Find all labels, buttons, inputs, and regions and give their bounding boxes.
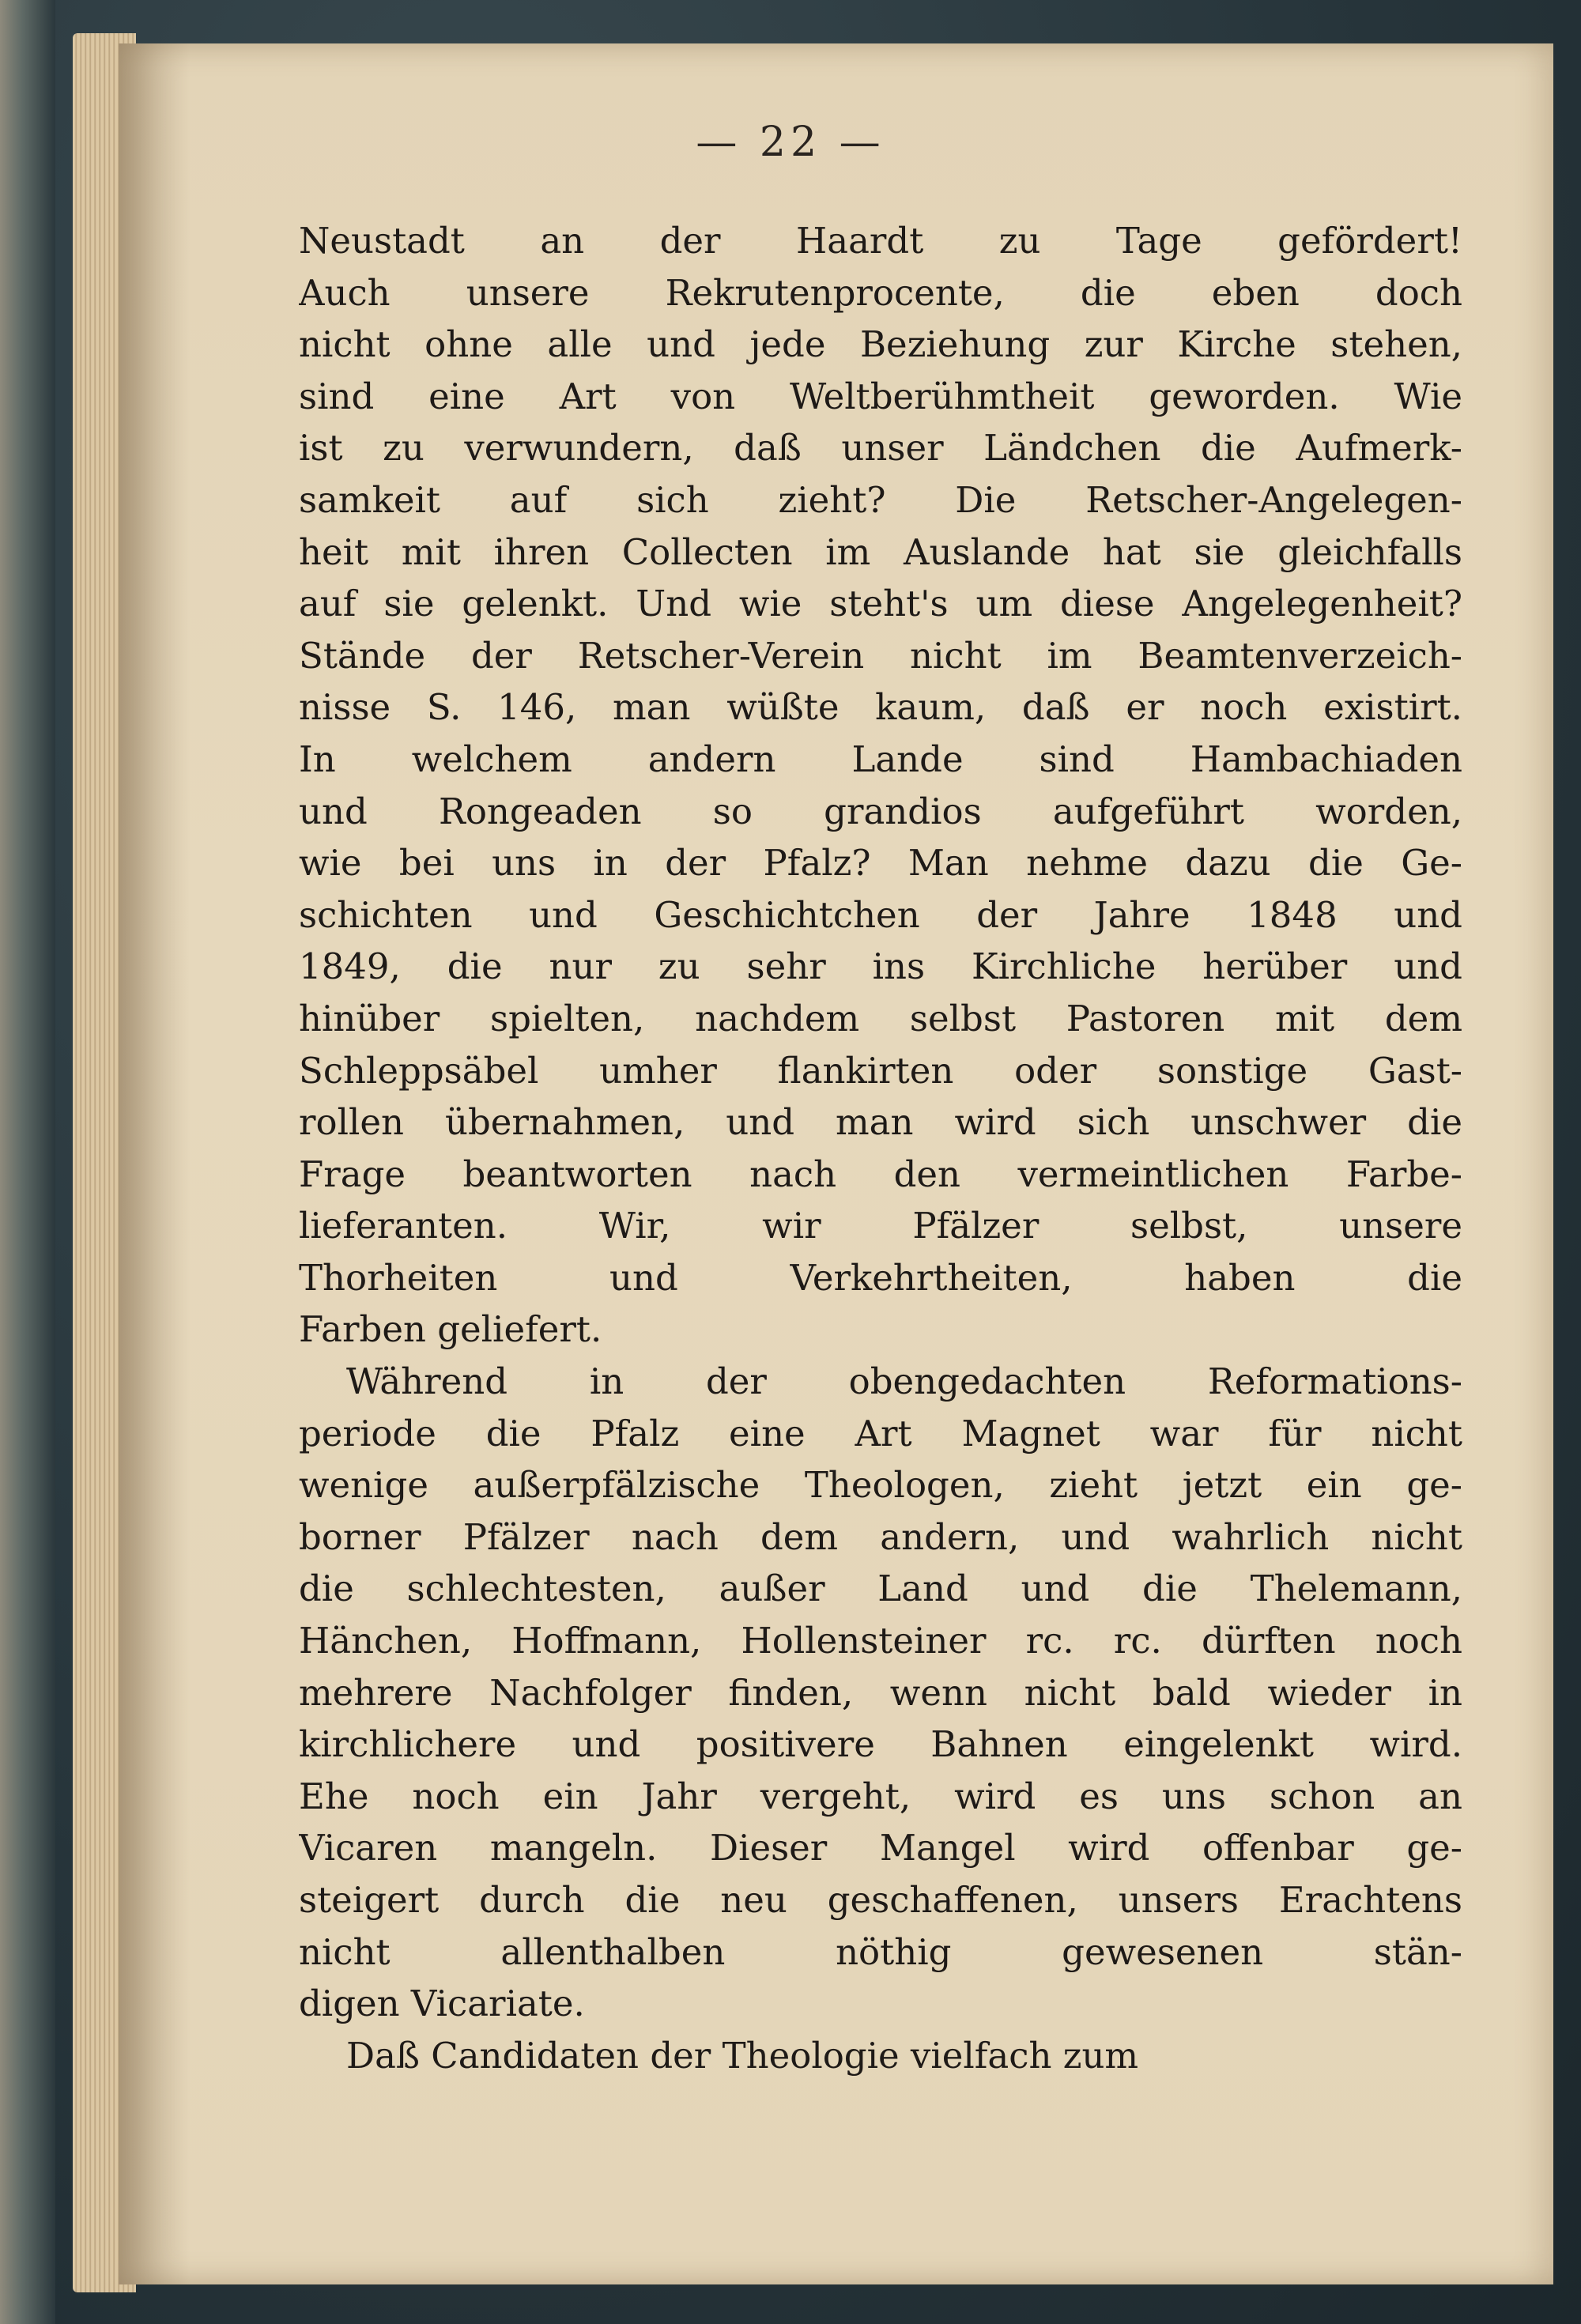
text-line: Thorheiten und Verkehrtheiten, haben die xyxy=(299,1256,1462,1299)
text-line: hinüber spielten, nachdem selbst Pastoren mit dem xyxy=(299,997,1462,1039)
text-line: und Rongeaden so grandios aufgeführt worden, xyxy=(299,790,1462,832)
text-line: Neustadt an der Haardt zu Tage gefördert! xyxy=(299,220,1462,262)
text-line: ist zu verwundern, daß unser Ländchen die Aufmerk- xyxy=(299,427,1462,470)
text-line: die schlechtesten, außer Land und die Thelemann, xyxy=(299,1568,1462,1610)
text-line: borner Pfälzer nach dem andern, und wahrlich nicht xyxy=(299,1515,1462,1558)
text-line: Auch unsere Rekrutenprocente, die eben doch xyxy=(299,271,1462,314)
page-number: — 22 — xyxy=(696,119,885,166)
text-line: In welchem andern Lande sind Hambachiaden xyxy=(299,738,1462,780)
text-line: nicht allenthalben nöthig gewesenen stän- xyxy=(299,1930,1462,1973)
text-line: Hänchen, Hoffmann, Hollensteiner rc. rc. dürften noch xyxy=(299,1620,1462,1662)
body-text xyxy=(299,215,1462,2081)
text-line: Schleppsäbel umher flankirten oder sonstige Gast- xyxy=(299,1049,1462,1092)
text-line: Ehe noch ein Jahr vergeht, wird es uns schon an xyxy=(299,1775,1462,1817)
text-line: wenige außerpfälzische Theologen, zieht jetzt ein ge- xyxy=(299,1464,1462,1507)
text-line: Frage beantworten nach den vermeintlichen Farbe- xyxy=(299,1153,1462,1195)
text-line: samkeit auf sich zieht? Die Retscher-Angelegen- xyxy=(299,478,1462,521)
text-line: digen Vicariate. xyxy=(299,1983,585,2025)
text-line: wie bei uns in der Pfalz? Man nehme dazu die Ge- xyxy=(299,842,1462,885)
text-line: sind eine Art von Weltberühmtheit geworden. Wie xyxy=(299,375,1462,417)
text-line: Farben geliefert. xyxy=(299,1308,602,1351)
text-line: Stände der Retscher-Verein nicht im Beamtenverzeich- xyxy=(299,634,1462,677)
text-line: Vicaren mangeln. Dieser Mangel wird offenbar ge- xyxy=(299,1827,1462,1869)
text-line: heit mit ihren Collecten im Auslande hat sie gleichfalls xyxy=(299,530,1462,573)
text-line: lieferanten. Wir, wir Pfälzer selbst, unsere xyxy=(299,1205,1462,1247)
text-line: rollen übernahmen, und man wird sich unschwer die xyxy=(299,1101,1462,1144)
text-line: Während in der obengedachten Reformations- xyxy=(346,1360,1462,1403)
text-line: kirchlichere und positivere Bahnen eingelenkt wird. xyxy=(299,1723,1462,1766)
spine-shadow xyxy=(119,43,190,2284)
text-line: steigert durch die neu geschaffenen, unsers Erachtens xyxy=(299,1879,1462,1921)
text-line: nisse S. 146, man wüßte kaum, daß er noch existirt. xyxy=(299,686,1462,729)
text-line: Daß Candidaten der Theologie vielfach zum xyxy=(346,2034,1139,2077)
text-line: auf sie gelenkt. Und wie steht's um diese Angelegenheit? xyxy=(299,583,1462,625)
text-line: periode die Pfalz eine Art Magnet war für nicht xyxy=(299,1412,1462,1454)
text-line: schichten und Geschichtchen der Jahre 1848 und xyxy=(299,893,1462,936)
text-line: nicht ohne alle und jede Beziehung zur Kirche stehen, xyxy=(299,323,1462,366)
text-line: 1849, die nur zu sehr ins Kirchliche herüber und xyxy=(299,945,1462,988)
cover-edge xyxy=(0,0,55,2324)
text-line: mehrere Nachfolger finden, wenn nicht bald wieder in xyxy=(299,1671,1462,1714)
